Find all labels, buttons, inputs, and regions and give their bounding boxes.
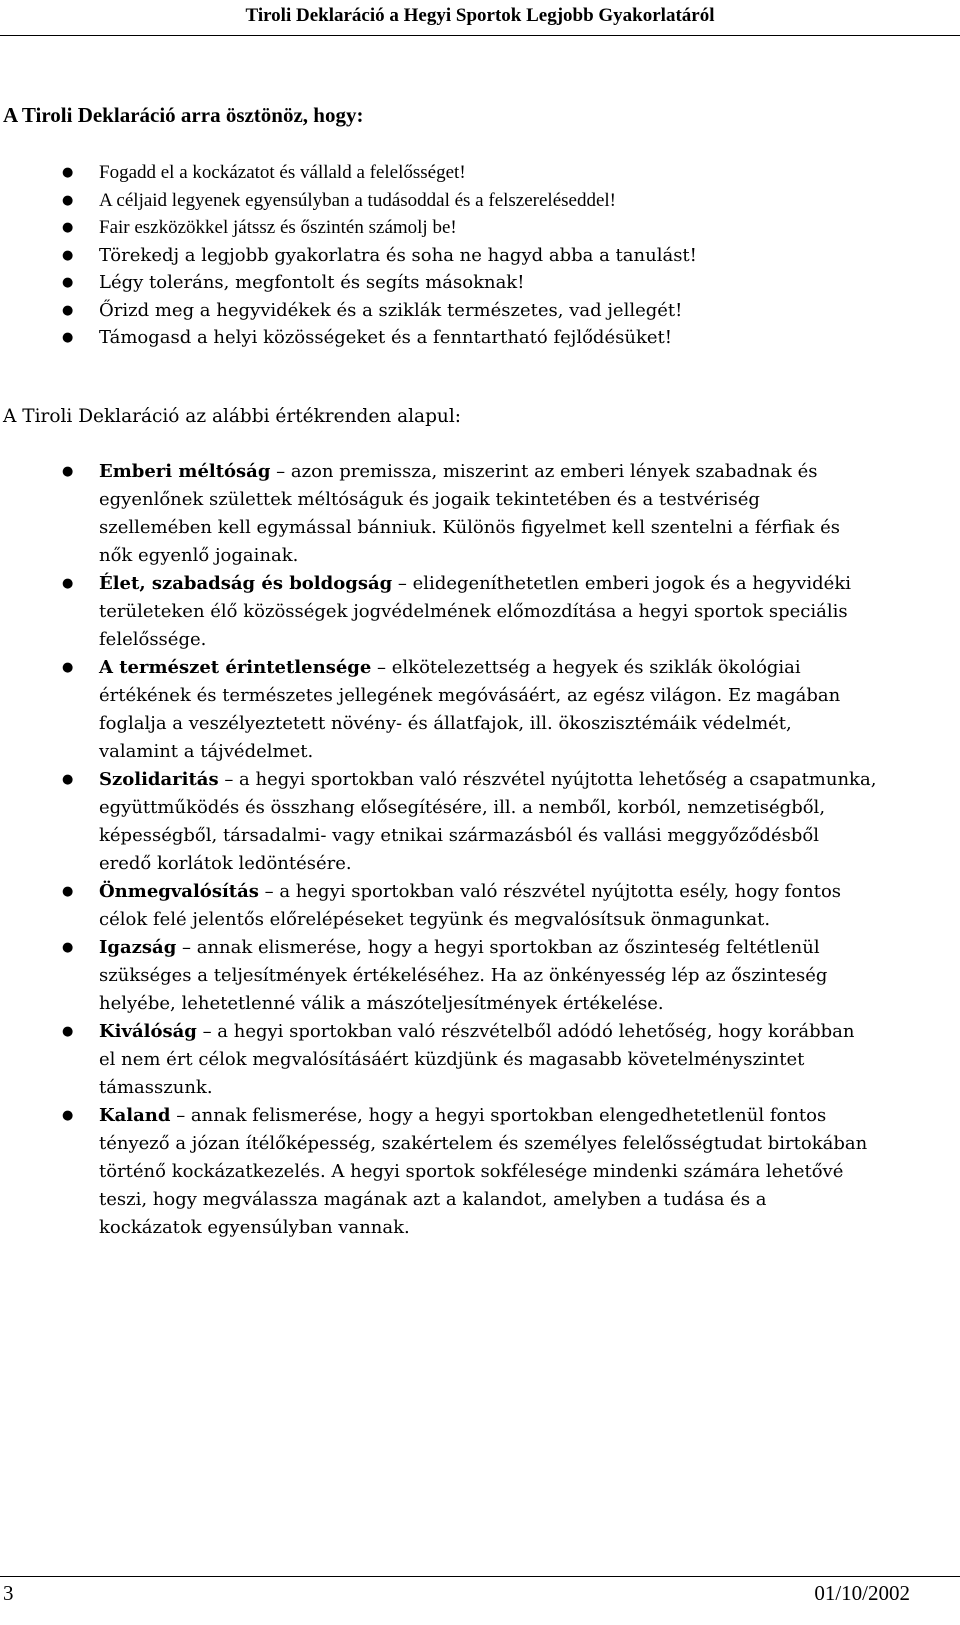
page-date: 01/10/2002	[814, 1581, 910, 1605]
list-item	[62, 187, 942, 215]
bullet-icon: ●	[62, 660, 74, 675]
value-item	[62, 570, 932, 654]
value-text-line: – elidegeníthetetlen emberi jogok és a hegyvidéki	[392, 573, 851, 594]
bullet-icon: ●	[62, 940, 74, 955]
value-item	[62, 934, 932, 1018]
value-text-line: szellemében kell egymással bánniuk. Különös figyelmet kell szentelni a férfiak és	[99, 517, 841, 538]
list-item-text: Légy toleráns, megfontolt és segíts másoknak!	[99, 272, 525, 293]
value-text-line: – a hegyi sportokban való részvételből adódó lehetőség, hogy korábban	[196, 1021, 855, 1042]
value-term: Kaland	[99, 1105, 171, 1126]
list-item	[62, 297, 942, 325]
value-text-line: értékének és természetes jellegének megóvásáért, az egész világon. Ez magában	[99, 685, 841, 706]
list-item	[62, 242, 942, 270]
bullet-icon: ●	[62, 330, 74, 345]
value-text-line: támasszunk.	[99, 1077, 213, 1098]
bullet-icon: ●	[62, 165, 74, 180]
value-text-line: – annak felismerése, hogy a hegyi sportokban elengedhetetlenül fontos	[170, 1105, 827, 1126]
list-item-text: Támogasd a helyi közösségeket és a fenntartható fejlődésüket!	[99, 327, 672, 348]
list-item-text: Törekedj a legjobb gyakorlatra és soha ne hagyd abba a tanulást!	[99, 244, 697, 266]
bullet-icon: ●	[62, 884, 74, 899]
value-text-line: – a hegyi sportokban való részvétel nyújtotta lehetőség a csapatmunka,	[218, 769, 877, 790]
value-text-line: történő kockázatkezelés. A hegyi sportok sokfélesége mindenki számára lehetővé	[99, 1161, 844, 1182]
list-item-text: Fair eszközökkel játssz és őszintén számolj be!	[99, 217, 457, 238]
bullet-icon: ●	[62, 192, 74, 208]
value-term: Önmegvalósítás	[99, 881, 259, 902]
bullet-icon: ●	[62, 576, 74, 591]
bullet-icon: ●	[62, 220, 74, 235]
bullet-icon: ●	[62, 772, 74, 787]
page-title: Tiroli Deklaráció a Hegyi Sportok Legjobb Gyakorlatáról	[245, 5, 715, 26]
value-term: Élet, szabadság és boldogság	[99, 573, 393, 594]
value-text-line: képességből, társadalmi- vagy etnikai származásból és vallási meggyőződésből	[99, 825, 820, 846]
value-term: Emberi méltóság	[99, 461, 271, 482]
value-text-line: szükséges a teljesítmények értékeléséhez. Ha az önkényesség lép az őszinteség	[99, 965, 828, 986]
page-number: 3	[3, 1581, 14, 1605]
value-item	[62, 878, 932, 934]
list-item-text: A céljaid legyenek egyensúlyban a tudásoddal és a felszereléseddel!	[99, 189, 617, 211]
value-text-line: foglalja a veszélyeztetett növény- és állatfajok, ill. ökoszisztémáik védelmét,	[99, 713, 792, 734]
bullet-icon: ●	[62, 247, 74, 263]
value-text-line: el nem ért célok megvalósításáért küzdjünk és magasabb követelményszintet	[99, 1049, 805, 1070]
value-text-line: nők egyenlő jogainak.	[99, 545, 299, 566]
value-text-line: egyenlőnek születtek méltóságuk és jogaik tekintetében és a testvériség	[99, 489, 760, 510]
list-item	[62, 269, 942, 297]
value-term: Kiválóság	[99, 1021, 197, 1042]
value-text-line: együttműködés és összhang elősegítésére, ill. a nemből, korból, nemzetiségből,	[99, 797, 826, 818]
value-text-line: – annak elismerése, hogy a hegyi sportokban az őszinteség feltétlenül	[176, 937, 820, 958]
header-divider	[0, 35, 960, 36]
value-item	[62, 654, 932, 766]
list-item-text: Őrizd meg a hegyvidékek és a sziklák természetes, vad jellegét!	[99, 299, 683, 321]
bullet-icon: ●	[62, 302, 74, 318]
list-item	[62, 214, 942, 242]
value-text-line: területeken élő közösségek jogvédelmének előmozdítása a hegyi sportok speciális	[99, 601, 848, 622]
value-term: Igazság	[99, 937, 177, 958]
list-item-text: Fogadd el a kockázatot és vállald a felelősséget!	[99, 162, 466, 183]
section1-heading: A Tiroli Deklaráció arra ösztönöz, hogy:	[3, 103, 364, 127]
value-text-line: eredő korlátok ledöntésére.	[99, 853, 352, 874]
value-item	[62, 458, 932, 570]
value-text-line: célok felé jelentős előrelépéseket tegyünk és megvalósítsuk önmagunkat.	[99, 909, 771, 930]
value-term: Szolidaritás	[99, 769, 219, 790]
value-text-line: teszi, hogy megválassza magának azt a kalandot, amelyben a tudása és a	[99, 1189, 767, 1210]
value-term: A természet érintetlensége	[99, 657, 372, 678]
values-list	[62, 458, 932, 1242]
value-text-line: kockázatok egyensúlyban vannak.	[99, 1217, 410, 1238]
bullet-icon: ●	[62, 275, 74, 290]
value-text-line: – elkötelezettség a hegyek és sziklák ökológiai	[371, 657, 801, 678]
value-item	[62, 766, 932, 878]
footer-divider	[0, 1576, 960, 1577]
list-item	[62, 324, 942, 352]
list-item	[62, 159, 942, 187]
section2-heading: A Tiroli Deklaráció az alábbi értékrenden alapul:	[3, 406, 461, 427]
value-text-line: – azon premissza, miszerint az emberi lények szabadnak és	[270, 461, 818, 482]
bullet-icon: ●	[62, 1024, 74, 1039]
value-text-line: helyébe, lehetetlenné válik a mászóteljesítmények értékelése.	[99, 993, 664, 1014]
value-text-line: – a hegyi sportokban való részvétel nyújtotta esély, hogy fontos	[258, 881, 842, 902]
bullet-icon: ●	[62, 1108, 74, 1123]
value-text-line: tényező a józan ítélőképesség, szakértelem és személyes felelősségtudat birtokában	[99, 1133, 868, 1154]
value-item	[62, 1018, 932, 1102]
value-item	[62, 1102, 932, 1242]
bullet-icon: ●	[62, 464, 74, 479]
value-text-line: valamint a tájvédelmet.	[99, 741, 314, 762]
value-text-line: felelőssége.	[99, 629, 207, 650]
encouragement-list	[62, 159, 942, 352]
